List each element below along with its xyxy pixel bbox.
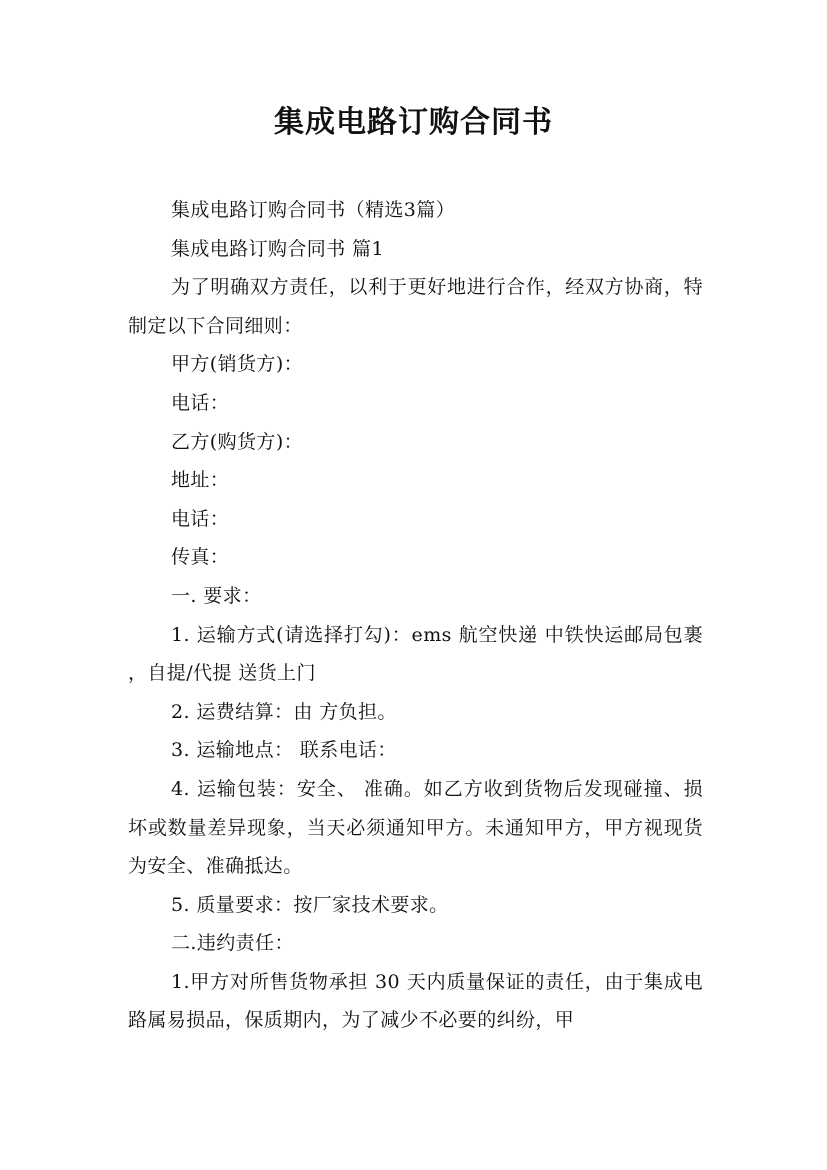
paragraph-transport-location: 3. 运输地点： 联系电话： xyxy=(171,739,397,762)
paragraph-freight-settlement: 2. 运费结算：由 方负担。 xyxy=(171,700,397,723)
paragraph-section-heading: 集成电路订购合同书 篇1 xyxy=(171,237,384,260)
paragraph-requirements-heading: 一. 要求： xyxy=(171,584,262,607)
paragraph-address: 地址： xyxy=(171,469,230,492)
paragraph-subtitle: 集成电路订购合同书（精选3篇） xyxy=(171,199,456,221)
paragraph-transport-method: 1. 运输方式(请选择打勾)：ems 航空快递 中铁快运邮局包裹 ，自提/代提 送货上门 xyxy=(128,623,703,685)
paragraph-fax: 传真： xyxy=(171,546,230,569)
paragraph-phone-b: 电话： xyxy=(171,507,230,530)
paragraph-party-a: 甲方(销货方)： xyxy=(171,353,304,376)
paragraph-quality-requirements: 5. 质量要求：按厂家技术要求。 xyxy=(171,893,449,916)
paragraph-party-b: 乙方(购货方)： xyxy=(171,430,304,453)
document-title: 集成电路订购合同书 xyxy=(274,105,553,140)
paragraph-liability-heading: 二.违约责任： xyxy=(171,932,294,955)
paragraph-intro: 为了明确双方责任，以利于更好地进行合作，经双方协商，特制定以下合同细则： xyxy=(128,276,703,337)
document-body xyxy=(128,191,703,1040)
paragraph-liability-clause-1: 1.甲方对所售货物承担 30 天内质量保证的责任，由于集成电路属易损品，保质期内，为了减少不必要的纠纷，甲 xyxy=(128,970,703,1032)
paragraph-transport-packaging: 4. 运输包装：安全、 准确。如乙方收到货物后发现碰撞、损坏或数量差异现象，当天必须通知甲方。未通知甲方，甲方视现货为安全、准确抵达。 xyxy=(128,777,703,878)
paragraph-phone-a: 电话： xyxy=(171,391,230,414)
